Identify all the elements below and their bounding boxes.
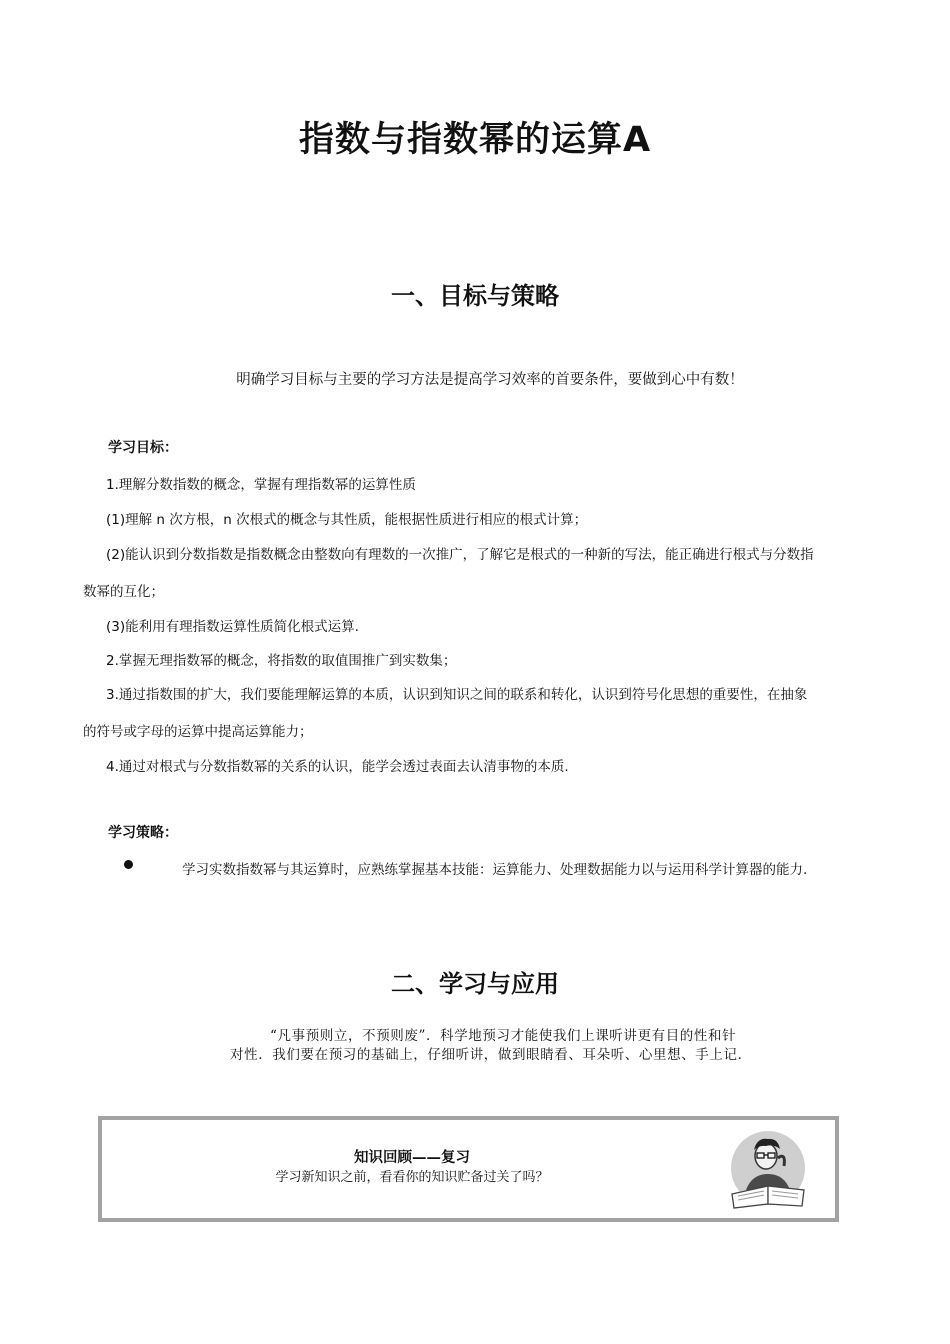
goals-label: 学习目标： bbox=[108, 440, 178, 456]
document-title: 指数与指数幂的运算A bbox=[298, 120, 652, 160]
quote-line: “凡事预则立，不预则废”．科学地预习才能使我们上课听讲更有目的性和针 bbox=[270, 1028, 737, 1044]
knowledge-review-box bbox=[98, 1116, 839, 1222]
reading-student-icon bbox=[724, 1128, 814, 1212]
goal-line: 的符号或字母的运算中提高运算能力； bbox=[83, 724, 313, 740]
goal-line: 3.通过指数围的扩大，我们要能理解运算的本质，认识到知识之间的联系和转化，认识到符号化思想的重要性，在抽象 bbox=[106, 687, 808, 703]
strategy-item: 学习实数指数幂与其运算时，应熟练掌握基本技能：运算能力、处理数据能力以与运用科学计算器的能力. bbox=[182, 862, 808, 878]
bullet-dot-icon bbox=[124, 860, 133, 869]
goal-line: (2)能认识到分数指数是指数概念由整数向有理数的一次推广，了解它是根式的一种新的写法，能正确进行根式与分数指 bbox=[106, 547, 814, 563]
goal-line: 2.掌握无理指数幂的概念，将指数的取值围推广到实数集； bbox=[106, 653, 457, 669]
goal-line: (1)理解 n 次方根，n 次根式的概念与其性质，能根据性质进行相应的根式计算； bbox=[106, 512, 588, 528]
review-title: 知识回顾——复习 bbox=[354, 1149, 470, 1166]
strategy-label: 学习策略： bbox=[108, 825, 178, 841]
goal-line: 4.通过对根式与分数指数幂的关系的认识，能学会透过表面去认清事物的本质. bbox=[106, 759, 569, 775]
intro-text: 明确学习目标与主要的学习方法是提高学习效率的首要条件，要做到心中有数！ bbox=[236, 372, 744, 388]
section-heading-study-apply: 二、学习与应用 bbox=[391, 970, 559, 998]
review-subtitle: 学习新知识之前，看看你的知识贮备过关了吗？ bbox=[275, 1170, 549, 1185]
quote-line: 对性．我们要在预习的基础上，仔细听讲，做到眼睛看、耳朵听、心里想、手上记． bbox=[230, 1047, 752, 1063]
preview-quote bbox=[230, 1027, 842, 1065]
goal-line: 1.理解分数指数的概念，掌握有理指数幂的运算性质 bbox=[106, 477, 416, 493]
goal-line: 数幂的互化； bbox=[83, 584, 164, 600]
goal-line: (3)能利用有理指数运算性质简化根式运算. bbox=[106, 619, 359, 635]
section-heading-goals-strategy: 一、目标与策略 bbox=[391, 282, 559, 310]
